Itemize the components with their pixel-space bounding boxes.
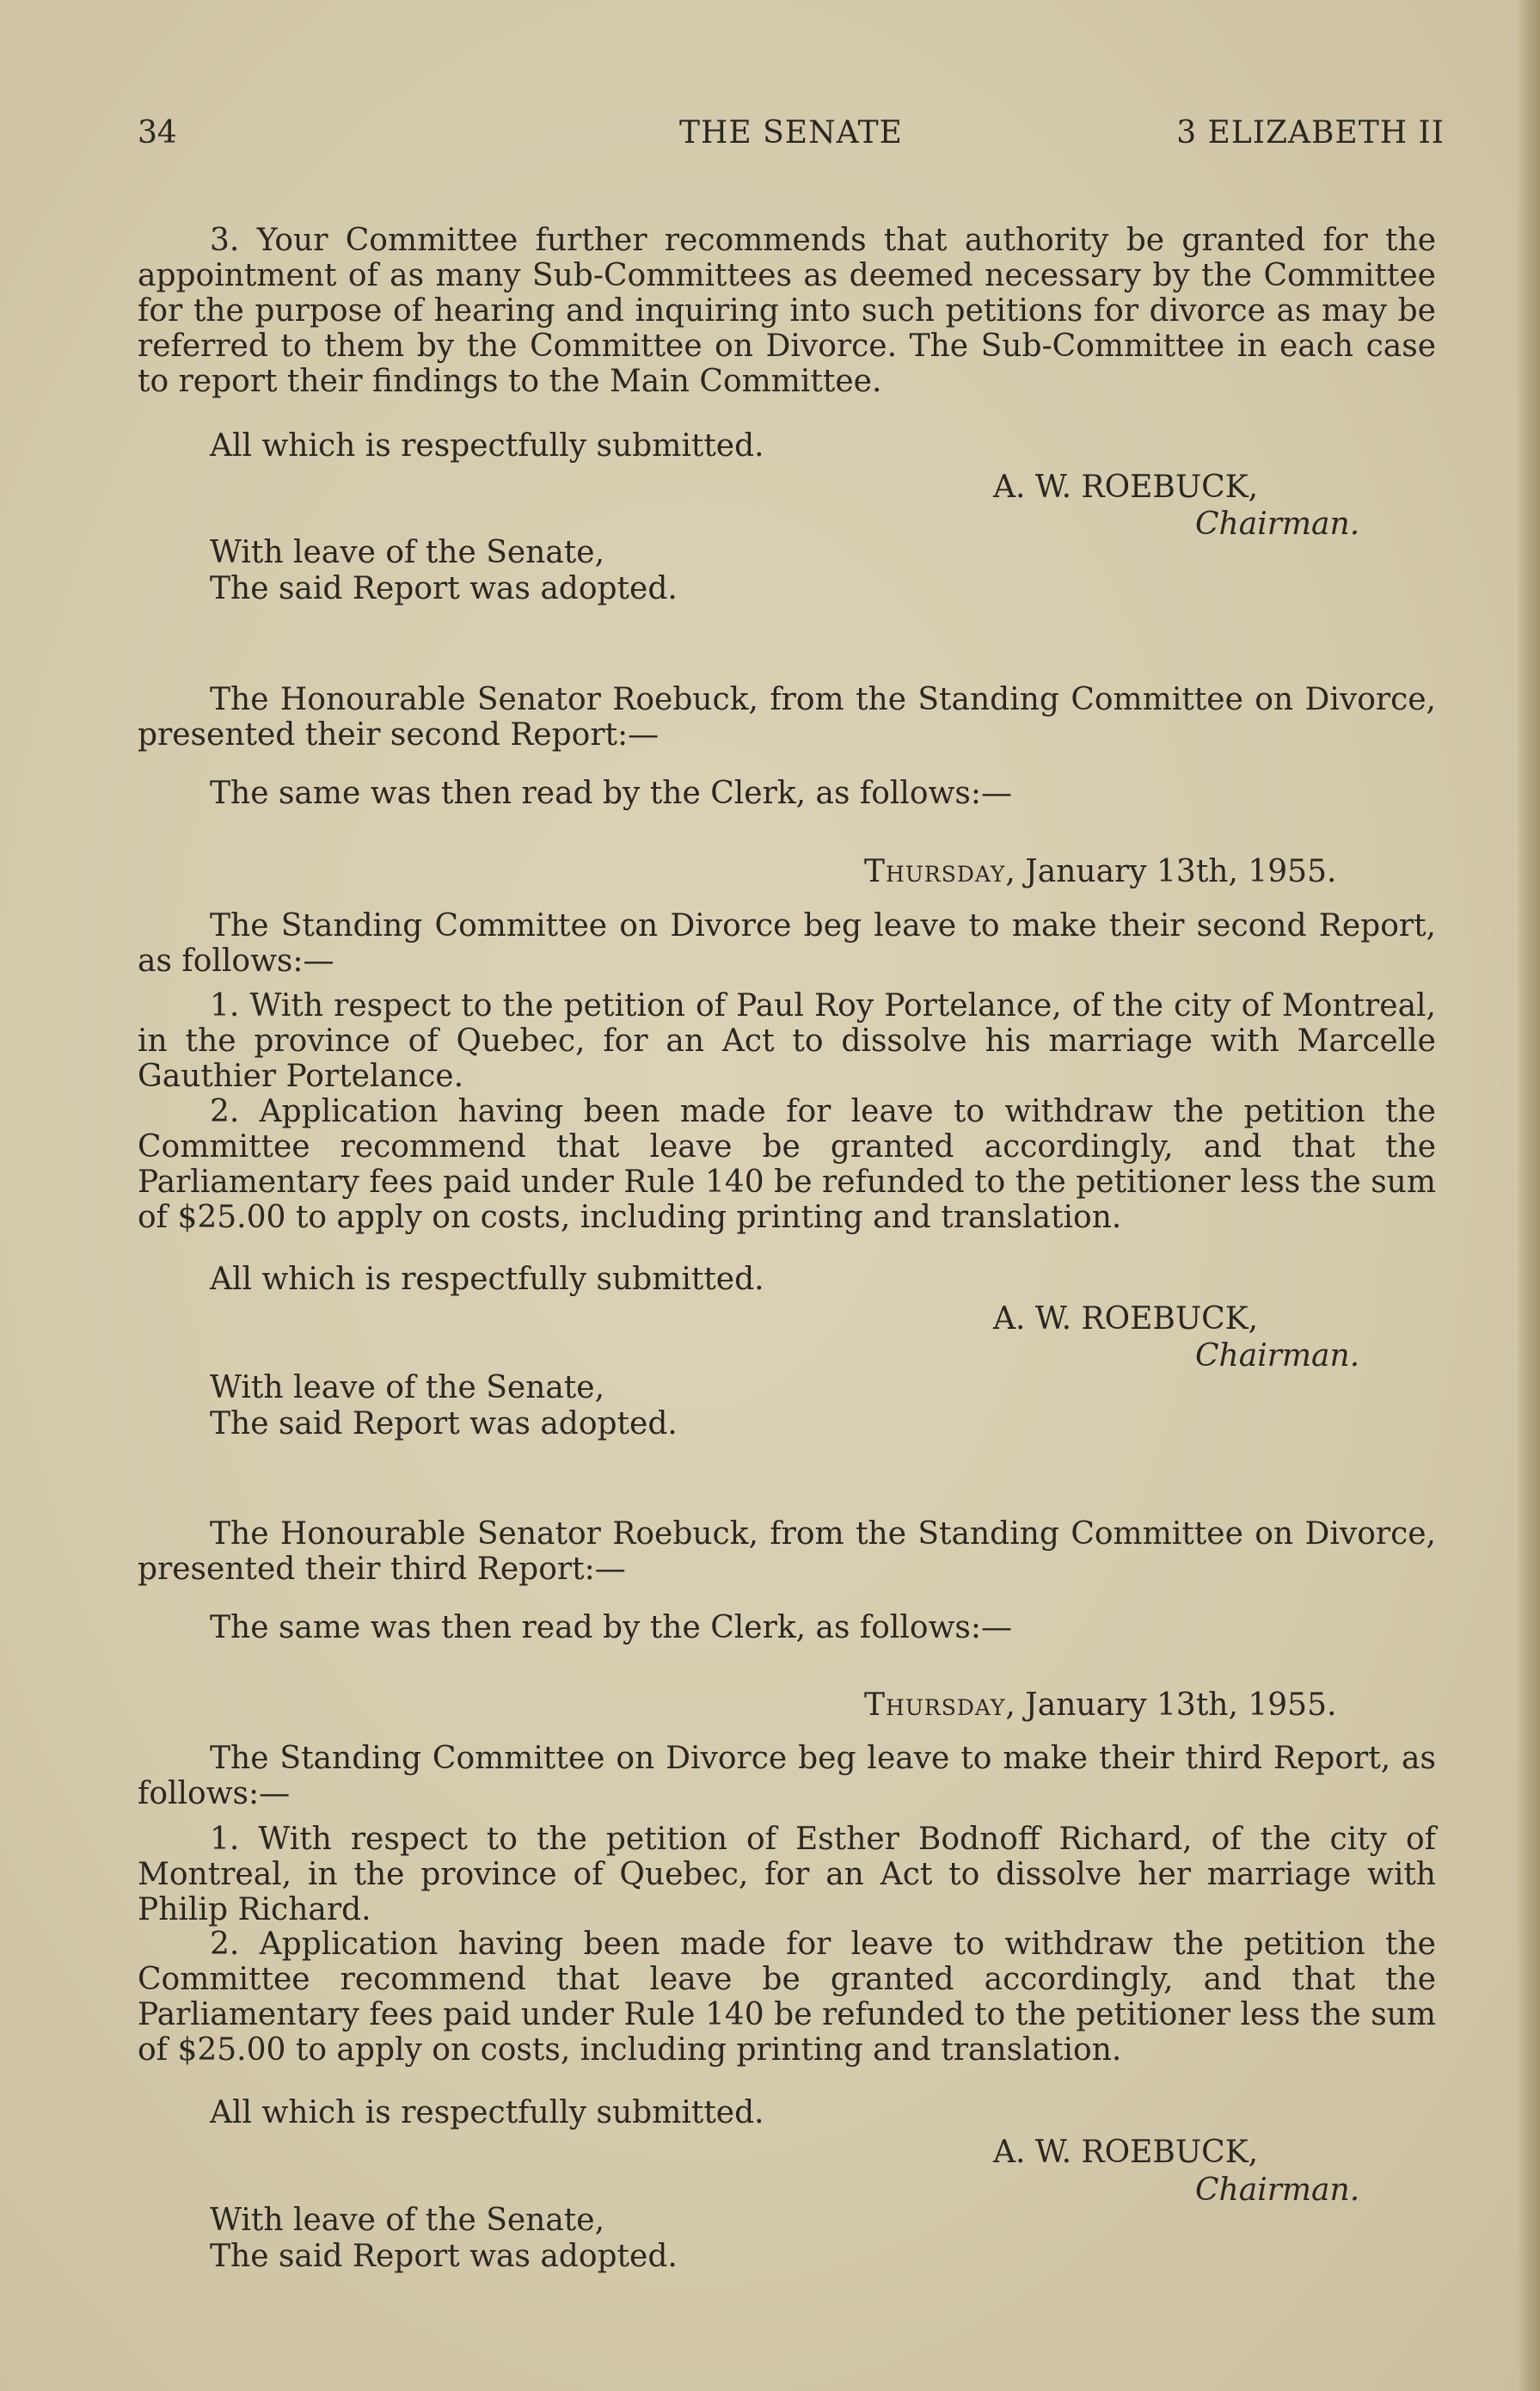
paragraph: 1. With respect to the petition of Paul Roy Portelance, of the city of Montreal, in the province of Quebec, for an Act to dissolve his marriage with Marcelle Gauthier Portelance.: [138, 988, 1436, 1094]
header-regnal-year: 3 ELIZABETH II: [1176, 115, 1445, 151]
paragraph: The Standing Committee on Divorce beg leave to make their third Report, as follows:—: [138, 1741, 1436, 1811]
signature-name: A. W. ROEBUCK,: [993, 2135, 1259, 2170]
signature-role: Chairman.: [1195, 507, 1360, 542]
paragraph: The Standing Committee on Divorce beg leave to make their second Report, as follows:—: [138, 908, 1436, 979]
signature-role: Chairman.: [1195, 1338, 1360, 1374]
report-intro: The Honourable Senator Roebuck, from the Standing Committee on Divorce, presented their third Report:—: [138, 1516, 1436, 1587]
closing-line: All which is respectfully submitted.: [210, 1262, 764, 1297]
read-line: The same was then read by the Clerk, as follows:—: [210, 1610, 1013, 1645]
read-line: The same was then read by the Clerk, as follows:—: [210, 776, 1013, 811]
paragraph: 1. With respect to the petition of Esther Bodnoff Richard, of the city of Montreal, in the province of Quebec, for an Act to dissolve her marriage with Philip Richard.: [138, 1822, 1436, 1927]
closing-line: All which is respectfully submitted.: [210, 428, 764, 464]
page-number: 34: [138, 115, 177, 151]
report-intro: The Honourable Senator Roebuck, from the Standing Committee on Divorce, presented their second Report:—: [138, 682, 1436, 753]
report-date-rest: , January 13th, 1955.: [1005, 1687, 1337, 1723]
report-date-day: Thursday: [864, 854, 1006, 889]
signature-role: Chairman.: [1195, 2173, 1360, 2208]
report-date-day: Thursday: [864, 1687, 1006, 1723]
paragraph: 2. Application having been made for leave to withdraw the petition the Committee recommend that leave be granted accordingly, and that the Parliamentary fees paid under Rule 140 be refunded to the petitioner less the sum of $25.00 to apply on costs, including printing and translation.: [138, 1094, 1436, 1235]
report-date-rest: , January 13th, 1955.: [1005, 854, 1337, 889]
leave-line: With leave of the Senate,: [210, 2203, 605, 2238]
adopted-line: The said Report was adopted.: [210, 1406, 678, 1441]
running-header: [138, 115, 1445, 153]
report-date: [864, 1687, 1336, 1723]
header-title: THE SENATE: [679, 115, 903, 151]
paragraph: 3. Your Committee further recommends that authority be granted for the appointment of as many Sub-Committees as deemed necessary by the Committee for the purpose of hearing and inquiring into such petitions for divorce as may be referred to them by the Committee on Divorce. The Sub-Committee in each case to report their findings to the Main Committee.: [138, 223, 1436, 399]
page-edge: [1518, 0, 1540, 2391]
leave-line: With leave of the Senate,: [210, 1370, 605, 1405]
closing-line: All which is respectfully submitted.: [210, 2095, 764, 2130]
signature-name: A. W. ROEBUCK,: [993, 1301, 1259, 1337]
report-date: [864, 854, 1336, 889]
leave-line: With leave of the Senate,: [210, 535, 605, 570]
paragraph: 2. Application having been made for leave to withdraw the petition the Committee recommend that leave be granted accordingly, and that the Parliamentary fees paid under Rule 140 be refunded to the petitioner less the sum of $25.00 to apply on costs, including printing and translation.: [138, 1927, 1436, 2068]
signature-name: A. W. ROEBUCK,: [993, 470, 1259, 505]
adopted-line: The said Report was adopted.: [210, 2239, 678, 2274]
adopted-line: The said Report was adopted.: [210, 571, 678, 606]
